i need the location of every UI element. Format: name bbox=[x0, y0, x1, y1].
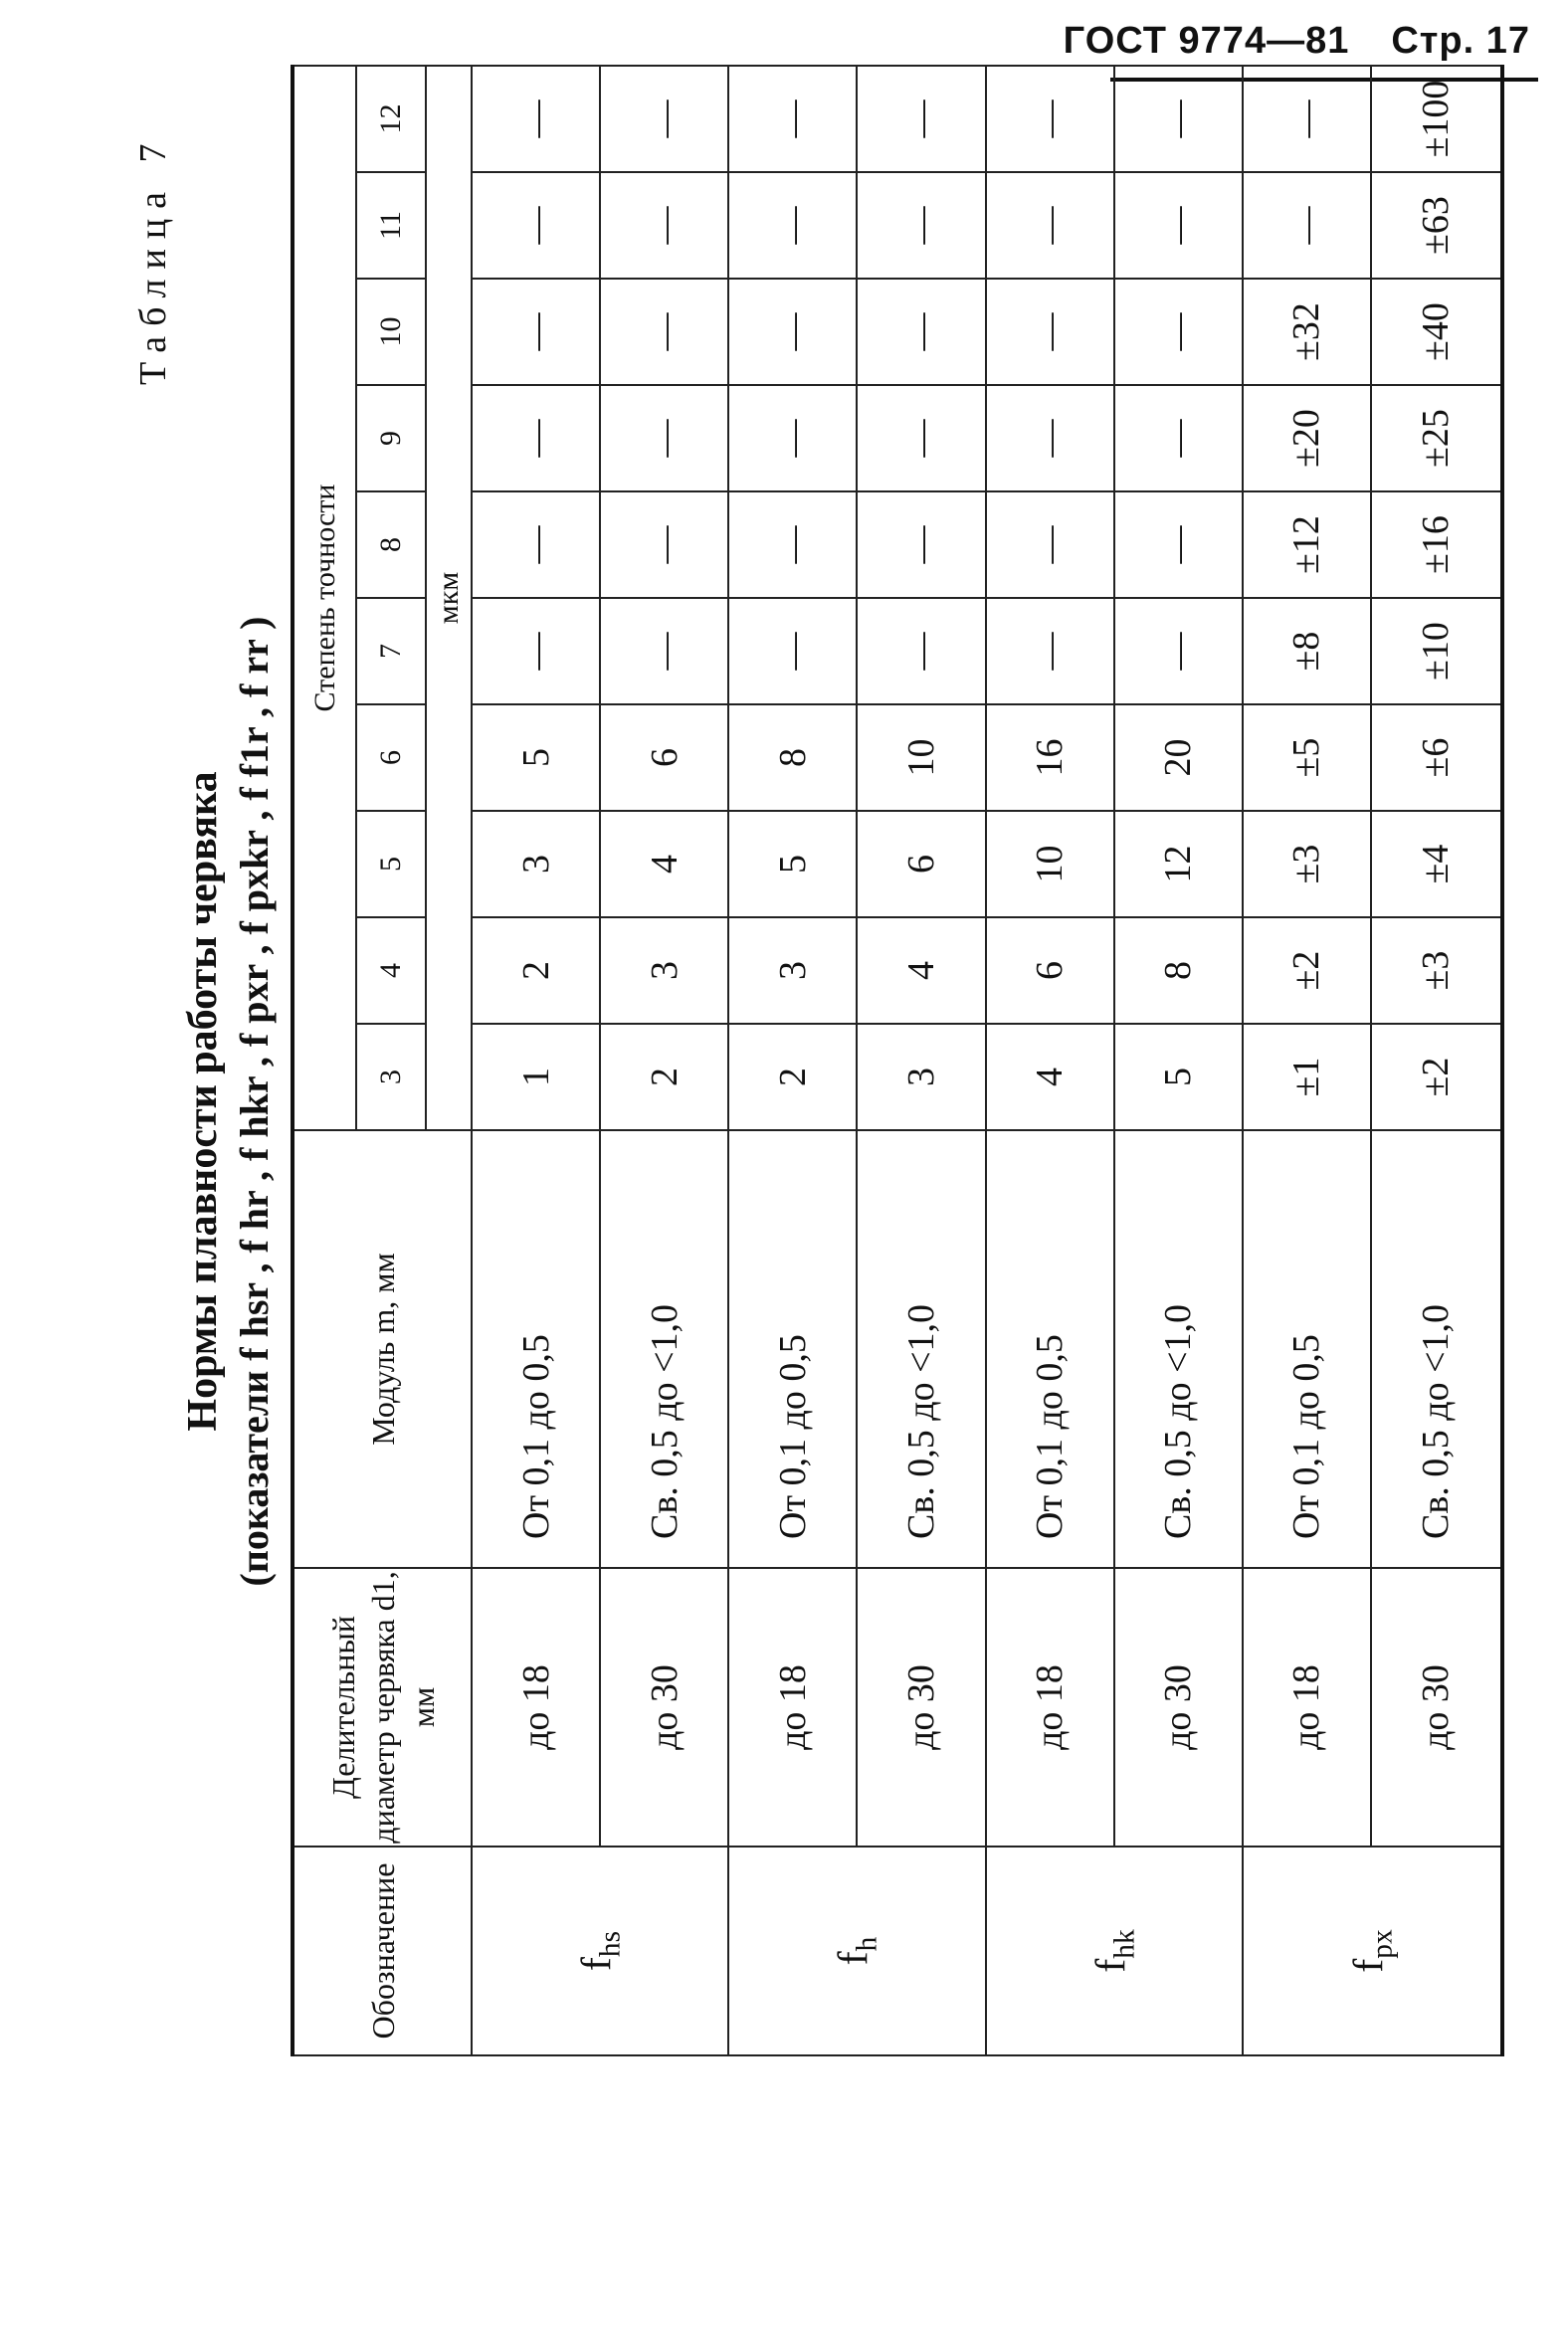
tolerance-value-cell: 4 bbox=[600, 811, 728, 917]
tolerance-value-cell: ±2 bbox=[1371, 1024, 1502, 1130]
table-row bbox=[1114, 66, 1243, 2055]
tolerance-value-cell: ±5 bbox=[1243, 704, 1371, 811]
grade-header: 11 bbox=[356, 172, 426, 279]
diameter-header: Делительный диаметр червяка d1, мм bbox=[293, 1568, 472, 1847]
module-cell: От 0,1 до 0,5 bbox=[1243, 1130, 1371, 1568]
tolerance-value-cell: — bbox=[472, 491, 600, 598]
table-row bbox=[728, 66, 857, 2055]
tolerance-value-cell: 3 bbox=[728, 917, 857, 1024]
tolerance-value-cell: — bbox=[600, 172, 728, 279]
tolerance-value-cell: ±20 bbox=[1243, 385, 1371, 491]
grade-header: 10 bbox=[356, 279, 426, 385]
tolerance-value-cell: ±4 bbox=[1371, 811, 1502, 917]
norms-table bbox=[291, 65, 1504, 2056]
title-line-1: Нормы плавности работы червяка bbox=[180, 771, 226, 1432]
tolerance-value-cell: — bbox=[986, 385, 1114, 491]
grade-header: 9 bbox=[356, 385, 426, 491]
tolerance-value-cell: — bbox=[472, 598, 600, 704]
tolerance-value-cell: 8 bbox=[728, 704, 857, 811]
tolerance-value-cell: 2 bbox=[600, 1024, 728, 1130]
tolerance-value-cell: — bbox=[986, 598, 1114, 704]
table-row bbox=[986, 66, 1114, 2055]
diameter-cell: до 18 bbox=[1243, 1568, 1371, 1847]
tolerance-value-cell: — bbox=[1243, 172, 1371, 279]
module-cell: Св. 0,5 до <1,0 bbox=[1114, 1130, 1243, 1568]
tolerance-value-cell: — bbox=[986, 279, 1114, 385]
module-cell: От 0,1 до 0,5 bbox=[728, 1130, 857, 1568]
grade-header: 8 bbox=[356, 491, 426, 598]
tolerance-value-cell: 12 bbox=[1114, 811, 1243, 917]
tolerance-value-cell: ±40 bbox=[1371, 279, 1502, 385]
tolerance-value-cell: 8 bbox=[1114, 917, 1243, 1024]
grade-header: 5 bbox=[356, 811, 426, 917]
title-line-2: (показатели f hsr , f hr , f hkr , f pxr , f pxkr , f f1r , f rr ) bbox=[232, 616, 277, 1587]
module-cell: Св. 0,5 до <1,0 bbox=[600, 1130, 728, 1568]
tolerance-value-cell: — bbox=[472, 172, 600, 279]
designation-subscript: hk bbox=[1107, 1929, 1140, 1959]
tolerance-value-cell: ±63 bbox=[1371, 172, 1502, 279]
tolerance-value-cell: — bbox=[728, 66, 857, 172]
tolerance-value-cell: — bbox=[857, 279, 985, 385]
tolerance-value-cell: 2 bbox=[472, 917, 600, 1024]
tolerance-value-cell: ±32 bbox=[1243, 279, 1371, 385]
tolerance-value-cell: — bbox=[728, 598, 857, 704]
tolerance-value-cell: 4 bbox=[857, 917, 985, 1024]
diameter-cell: до 30 bbox=[1114, 1568, 1243, 1847]
tolerance-value-cell: — bbox=[1114, 172, 1243, 279]
tolerance-value-cell: 10 bbox=[986, 811, 1114, 917]
designation-cell: $f_{px}$ bbox=[1243, 1847, 1502, 2055]
tolerance-value-cell: 20 bbox=[1114, 704, 1243, 811]
tolerance-value-cell: ±12 bbox=[1243, 491, 1371, 598]
tolerance-value-cell: — bbox=[728, 279, 857, 385]
grade-header: 4 bbox=[356, 917, 426, 1024]
tolerance-value-cell: — bbox=[600, 598, 728, 704]
tolerance-value-cell: — bbox=[1114, 491, 1243, 598]
grade-header: 6 bbox=[356, 704, 426, 811]
tolerance-value-cell: — bbox=[1114, 279, 1243, 385]
module-cell: От 0,1 до 0,5 bbox=[472, 1130, 600, 1568]
diameter-cell: до 18 bbox=[472, 1568, 600, 1847]
tolerance-value-cell: — bbox=[728, 491, 857, 598]
grade-header: 12 bbox=[356, 66, 426, 172]
tolerance-value-cell: — bbox=[857, 66, 985, 172]
module-cell: Св. 0,5 до <1,0 bbox=[1371, 1130, 1502, 1568]
tolerance-value-cell: 6 bbox=[600, 704, 728, 811]
tolerance-value-cell: — bbox=[986, 172, 1114, 279]
tolerance-value-cell: ±8 bbox=[1243, 598, 1371, 704]
tolerance-value-cell: 1 bbox=[472, 1024, 600, 1130]
table-row bbox=[1243, 66, 1371, 2055]
diameter-cell: до 18 bbox=[728, 1568, 857, 1847]
tolerance-value-cell: 3 bbox=[600, 917, 728, 1024]
diameter-cell: до 30 bbox=[1371, 1568, 1502, 1847]
tolerance-value-cell: — bbox=[1114, 66, 1243, 172]
designation-subscript: hs bbox=[594, 1930, 627, 1958]
table-row bbox=[857, 66, 985, 2055]
tolerance-value-cell: 10 bbox=[857, 704, 985, 811]
tolerance-value-cell: 6 bbox=[857, 811, 985, 917]
table-row bbox=[1371, 66, 1502, 2055]
designation-subscript: px bbox=[1366, 1929, 1399, 1959]
diameter-cell: до 30 bbox=[857, 1568, 985, 1847]
page-number: Стр. 17 bbox=[1391, 20, 1530, 62]
table-row bbox=[600, 66, 728, 2055]
unit-header: мкм bbox=[426, 66, 472, 1130]
module-cell: От 0,1 до 0,5 bbox=[986, 1130, 1114, 1568]
designation-cell: $f_{hk}$ bbox=[986, 1847, 1243, 2055]
tolerance-value-cell: — bbox=[986, 66, 1114, 172]
tolerance-value-cell: — bbox=[600, 66, 728, 172]
tolerance-value-cell: — bbox=[472, 279, 600, 385]
tolerance-value-cell: — bbox=[472, 66, 600, 172]
tolerance-value-cell: — bbox=[728, 385, 857, 491]
tolerance-value-cell: ±3 bbox=[1243, 811, 1371, 917]
table-body bbox=[472, 66, 1502, 2055]
tolerance-value-cell: ±6 bbox=[1371, 704, 1502, 811]
tolerance-value-cell: — bbox=[857, 598, 985, 704]
tolerance-value-cell: ±3 bbox=[1371, 917, 1502, 1024]
grade-header: 3 bbox=[356, 1024, 426, 1130]
tolerance-value-cell: — bbox=[1114, 598, 1243, 704]
tolerance-value-cell: ±10 bbox=[1371, 598, 1502, 704]
tolerance-value-cell: — bbox=[857, 172, 985, 279]
tolerance-value-cell: — bbox=[857, 385, 985, 491]
accuracy-degree-header: Степень точности bbox=[293, 66, 356, 1130]
tolerance-value-cell: 5 bbox=[472, 704, 600, 811]
tolerance-value-cell: 5 bbox=[728, 811, 857, 917]
tolerance-value-cell: — bbox=[472, 385, 600, 491]
tolerance-value-cell: — bbox=[1243, 66, 1371, 172]
table-row bbox=[472, 66, 600, 2055]
tolerance-value-cell: — bbox=[728, 172, 857, 279]
diameter-cell: до 18 bbox=[986, 1568, 1114, 1847]
tolerance-value-cell: — bbox=[600, 279, 728, 385]
standard-number: ГОСТ 9774—81 bbox=[1063, 20, 1350, 62]
grade-header: 7 bbox=[356, 598, 426, 704]
tolerance-value-cell: — bbox=[600, 385, 728, 491]
tolerance-value-cell: 16 bbox=[986, 704, 1114, 811]
diameter-cell: до 30 bbox=[600, 1568, 728, 1847]
tolerance-value-cell: 6 bbox=[986, 917, 1114, 1024]
tolerance-value-cell: 2 bbox=[728, 1024, 857, 1130]
designation-subscript: h bbox=[851, 1936, 883, 1952]
designation-cell: $f_{hs}$ bbox=[472, 1847, 728, 2055]
tolerance-value-cell: 5 bbox=[1114, 1024, 1243, 1130]
tolerance-value-cell: 4 bbox=[986, 1024, 1114, 1130]
tolerance-value-cell: — bbox=[857, 491, 985, 598]
tolerance-value-cell: ±1 bbox=[1243, 1024, 1371, 1130]
tolerance-value-cell: ±100 bbox=[1371, 66, 1502, 172]
table-label: Таблица 7 bbox=[132, 133, 174, 385]
designation-cell: $f_h$ bbox=[728, 1847, 985, 2055]
tolerance-value-cell: — bbox=[600, 491, 728, 598]
tolerance-value-cell: — bbox=[986, 491, 1114, 598]
tolerance-value-cell: 3 bbox=[472, 811, 600, 917]
designation-header: Обозначение bbox=[293, 1847, 472, 2055]
tolerance-value-cell: ±2 bbox=[1243, 917, 1371, 1024]
tolerance-value-cell: — bbox=[1114, 385, 1243, 491]
module-header: Модуль m, мм bbox=[293, 1130, 472, 1568]
tolerance-value-cell: ±16 bbox=[1371, 491, 1502, 598]
tolerance-value-cell: 3 bbox=[857, 1024, 985, 1130]
tolerance-value-cell: ±25 bbox=[1371, 385, 1502, 491]
module-cell: Св. 0,5 до <1,0 bbox=[857, 1130, 985, 1568]
